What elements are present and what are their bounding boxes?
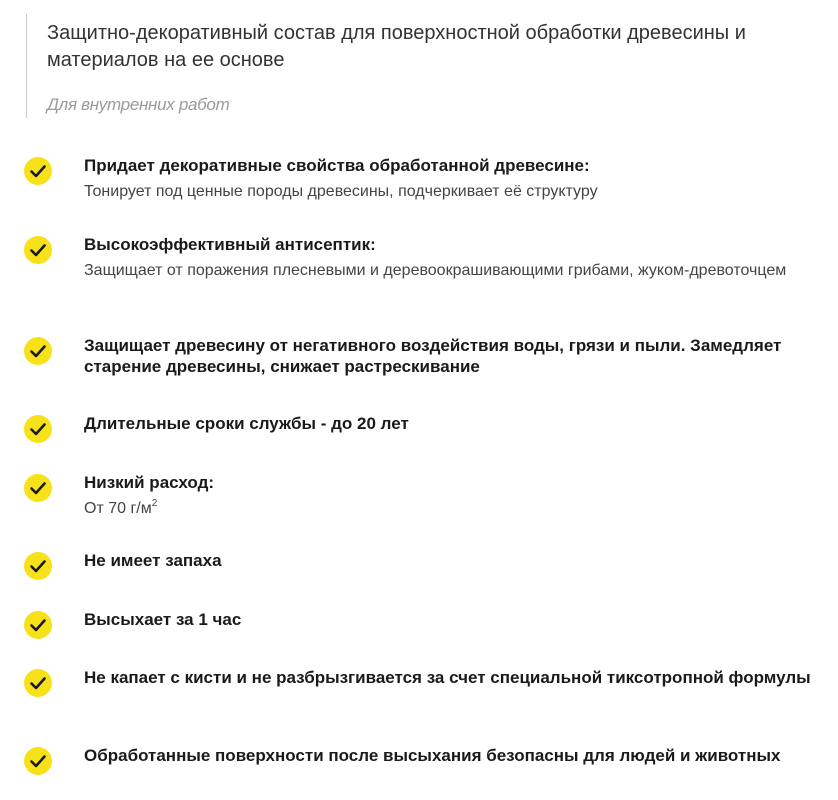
feature-description (84, 499, 834, 519)
superscript-unit: 2 (151, 498, 158, 509)
product-usage-subtitle: Для внутренних работ (47, 95, 230, 114)
check-icon (24, 474, 52, 502)
feature-title: Не капает с кисти и не разбрызгивается за счет специальной тиксотропной формулы (84, 668, 811, 687)
check-icon (24, 747, 52, 775)
check-icon (24, 157, 52, 185)
feature-title: Не имеет запаха (84, 551, 222, 570)
check-icon (24, 611, 52, 639)
check-icon (24, 236, 52, 264)
check-icon (24, 415, 52, 443)
feature-title: Высокоэффективный антисептик: (84, 235, 376, 254)
feature-title: Защищает древесину от негативного воздействия воды, грязи и пыли. Замедляет старение древесины, снижает растрескивание (84, 336, 782, 376)
feature-title: Низкий расход: (84, 473, 215, 492)
consumption-value: От 70 г/м (84, 500, 152, 517)
check-icon (24, 552, 52, 580)
check-icon (24, 669, 52, 697)
feature-description: Тонирует под ценные породы древесины, подчеркивает её структуру (84, 183, 598, 200)
feature-title: Придает декоративные свойства обработанной древесине: (84, 156, 590, 175)
product-title: Защитно-декоративный состав для поверхностной обработки древесины и материалов на ее основе (47, 22, 746, 71)
feature-title: Высыхает за 1 час (84, 610, 242, 629)
check-icon (24, 337, 52, 365)
feature-title: Обработанные поверхности после высыхания безопасны для людей и животных (84, 746, 781, 765)
feature-title: Длительные сроки службы - до 20 лет (84, 414, 409, 433)
feature-description: Защищает от поражения плесневыми и деревоокрашивающими грибами, жуком-древоточцем (84, 262, 787, 279)
